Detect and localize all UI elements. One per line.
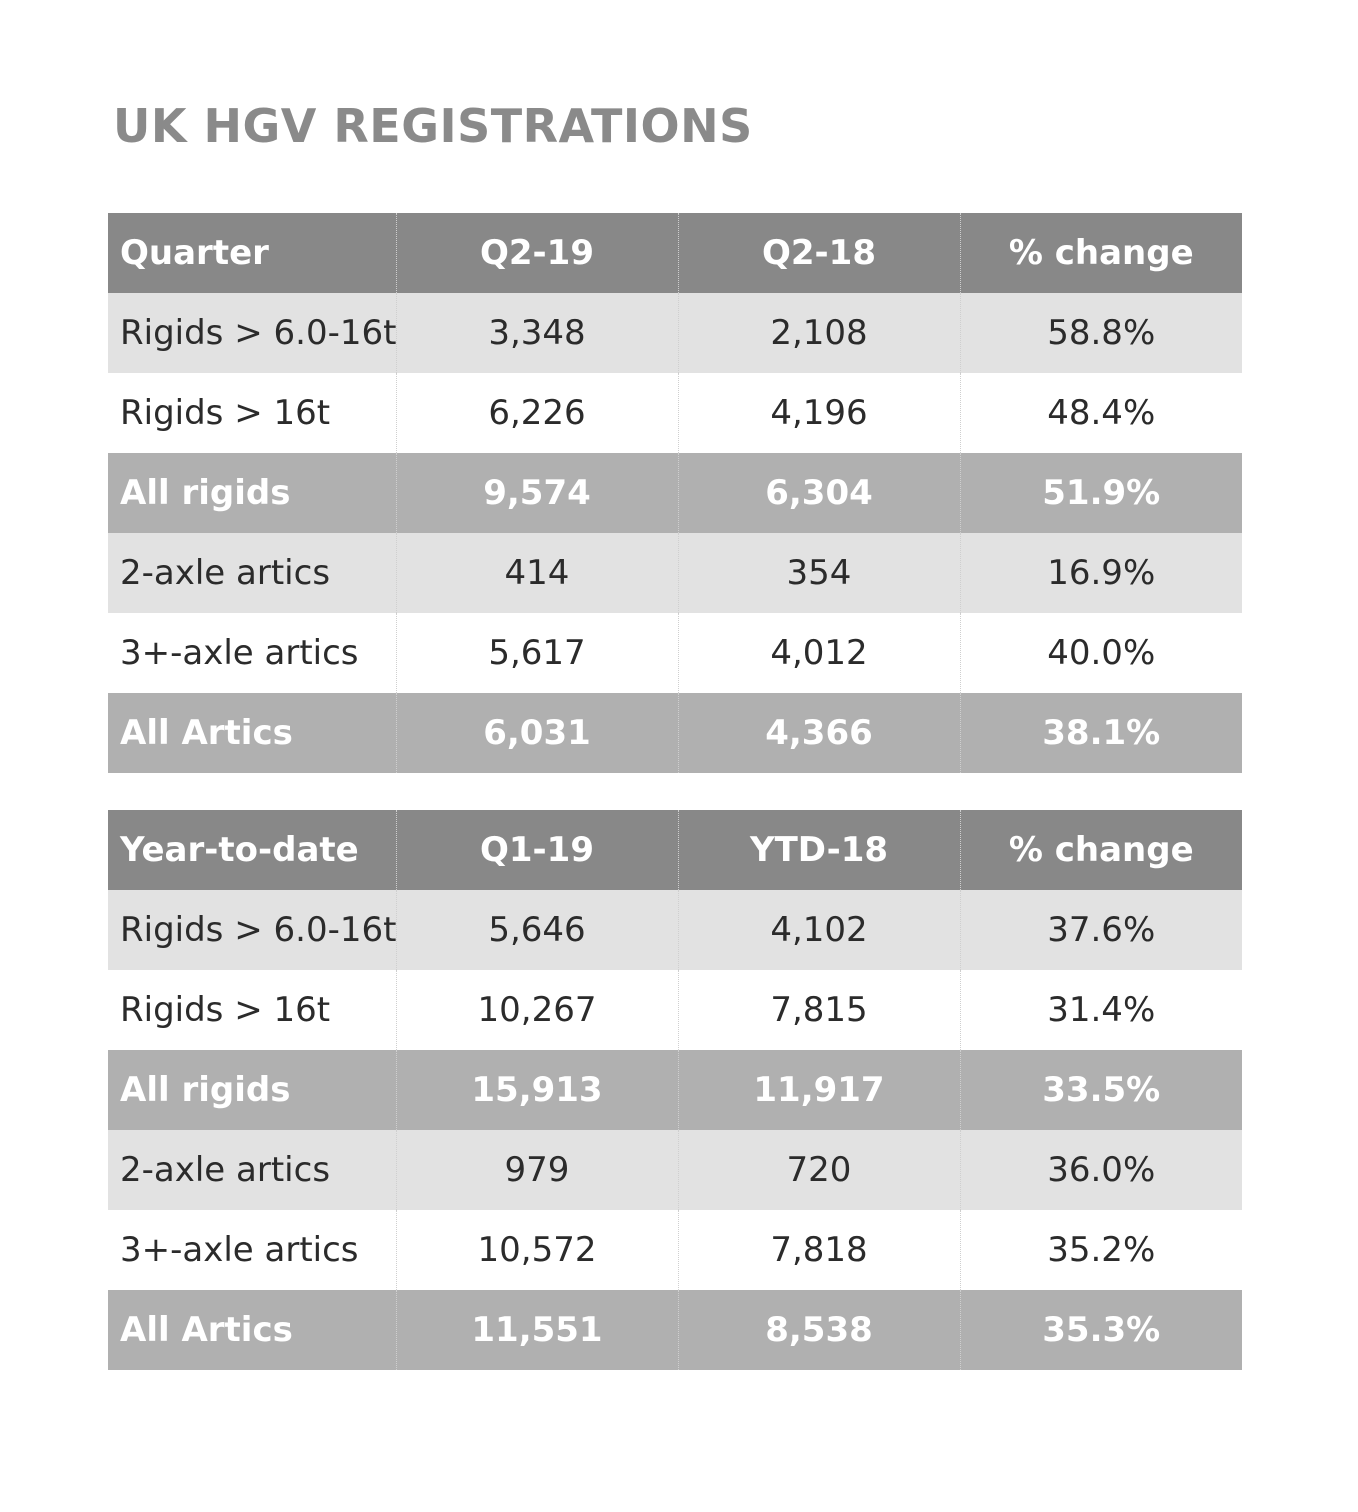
- table-total-row: [108, 453, 1242, 533]
- row-current-value: 5,646: [396, 890, 678, 970]
- row-change-value: 48.4%: [960, 373, 1242, 453]
- row-label: 2-axle artics: [108, 533, 396, 613]
- row-previous-value: 7,815: [678, 970, 960, 1050]
- row-previous-value: 6,304: [678, 453, 960, 533]
- row-change-value: 51.9%: [960, 453, 1242, 533]
- table-row: [108, 890, 1242, 970]
- row-change-value: 16.9%: [960, 533, 1242, 613]
- row-change-value: 40.0%: [960, 613, 1242, 693]
- row-label: Rigids > 16t: [108, 970, 396, 1050]
- row-label: 3+-axle artics: [108, 1210, 396, 1290]
- quarter-col-header-current: Q2-19: [396, 213, 678, 293]
- row-label: Rigids > 16t: [108, 373, 396, 453]
- row-previous-value: 8,538: [678, 1290, 960, 1370]
- table-total-row: [108, 693, 1242, 773]
- row-current-value: 6,031: [396, 693, 678, 773]
- table-row: [108, 970, 1242, 1050]
- row-label: All rigids: [108, 453, 396, 533]
- row-current-value: 414: [396, 533, 678, 613]
- row-current-value: 10,572: [396, 1210, 678, 1290]
- row-current-value: 15,913: [396, 1050, 678, 1130]
- row-change-value: 35.3%: [960, 1290, 1242, 1370]
- quarter-col-header-label: Quarter: [108, 213, 396, 293]
- row-change-value: 37.6%: [960, 890, 1242, 970]
- quarter-col-header-previous: Q2-18: [678, 213, 960, 293]
- table-row: [108, 613, 1242, 693]
- row-current-value: 979: [396, 1130, 678, 1210]
- row-previous-value: 4,012: [678, 613, 960, 693]
- row-change-value: 36.0%: [960, 1130, 1242, 1210]
- ytd-col-header-change: % change: [960, 810, 1242, 890]
- table-row: [108, 373, 1242, 453]
- row-current-value: 6,226: [396, 373, 678, 453]
- table-total-row: [108, 1050, 1242, 1130]
- row-label: 2-axle artics: [108, 1130, 396, 1210]
- row-previous-value: 11,917: [678, 1050, 960, 1130]
- table-row: [108, 1130, 1242, 1210]
- row-previous-value: 2,108: [678, 293, 960, 373]
- table-total-row: [108, 1290, 1242, 1370]
- row-label: All rigids: [108, 1050, 396, 1130]
- row-change-value: 58.8%: [960, 293, 1242, 373]
- ytd-col-header-current: Q1-19: [396, 810, 678, 890]
- ytd-table-header-row: [108, 810, 1242, 890]
- quarter-table-header-row: [108, 213, 1242, 293]
- row-change-value: 38.1%: [960, 693, 1242, 773]
- row-previous-value: 7,818: [678, 1210, 960, 1290]
- row-label: 3+-axle artics: [108, 613, 396, 693]
- row-previous-value: 354: [678, 533, 960, 613]
- row-previous-value: 4,102: [678, 890, 960, 970]
- row-label: All Artics: [108, 1290, 396, 1370]
- ytd-col-header-previous: YTD-18: [678, 810, 960, 890]
- table-row: [108, 1210, 1242, 1290]
- ytd-col-header-label: Year-to-date: [108, 810, 396, 890]
- row-previous-value: 720: [678, 1130, 960, 1210]
- page-title: UK HGV REGISTRATIONS: [113, 99, 753, 153]
- row-change-value: 35.2%: [960, 1210, 1242, 1290]
- quarter-col-header-change: % change: [960, 213, 1242, 293]
- row-label: All Artics: [108, 693, 396, 773]
- row-previous-value: 4,196: [678, 373, 960, 453]
- row-change-value: 31.4%: [960, 970, 1242, 1050]
- row-current-value: 9,574: [396, 453, 678, 533]
- row-label: Rigids > 6.0-16t: [108, 890, 396, 970]
- row-current-value: 5,617: [396, 613, 678, 693]
- row-change-value: 33.5%: [960, 1050, 1242, 1130]
- row-current-value: 11,551: [396, 1290, 678, 1370]
- row-previous-value: 4,366: [678, 693, 960, 773]
- quarter-table: [108, 213, 1242, 773]
- table-row: [108, 533, 1242, 613]
- ytd-table: [108, 810, 1242, 1370]
- table-row: [108, 293, 1242, 373]
- row-current-value: 10,267: [396, 970, 678, 1050]
- row-label: Rigids > 6.0-16t: [108, 293, 396, 373]
- row-current-value: 3,348: [396, 293, 678, 373]
